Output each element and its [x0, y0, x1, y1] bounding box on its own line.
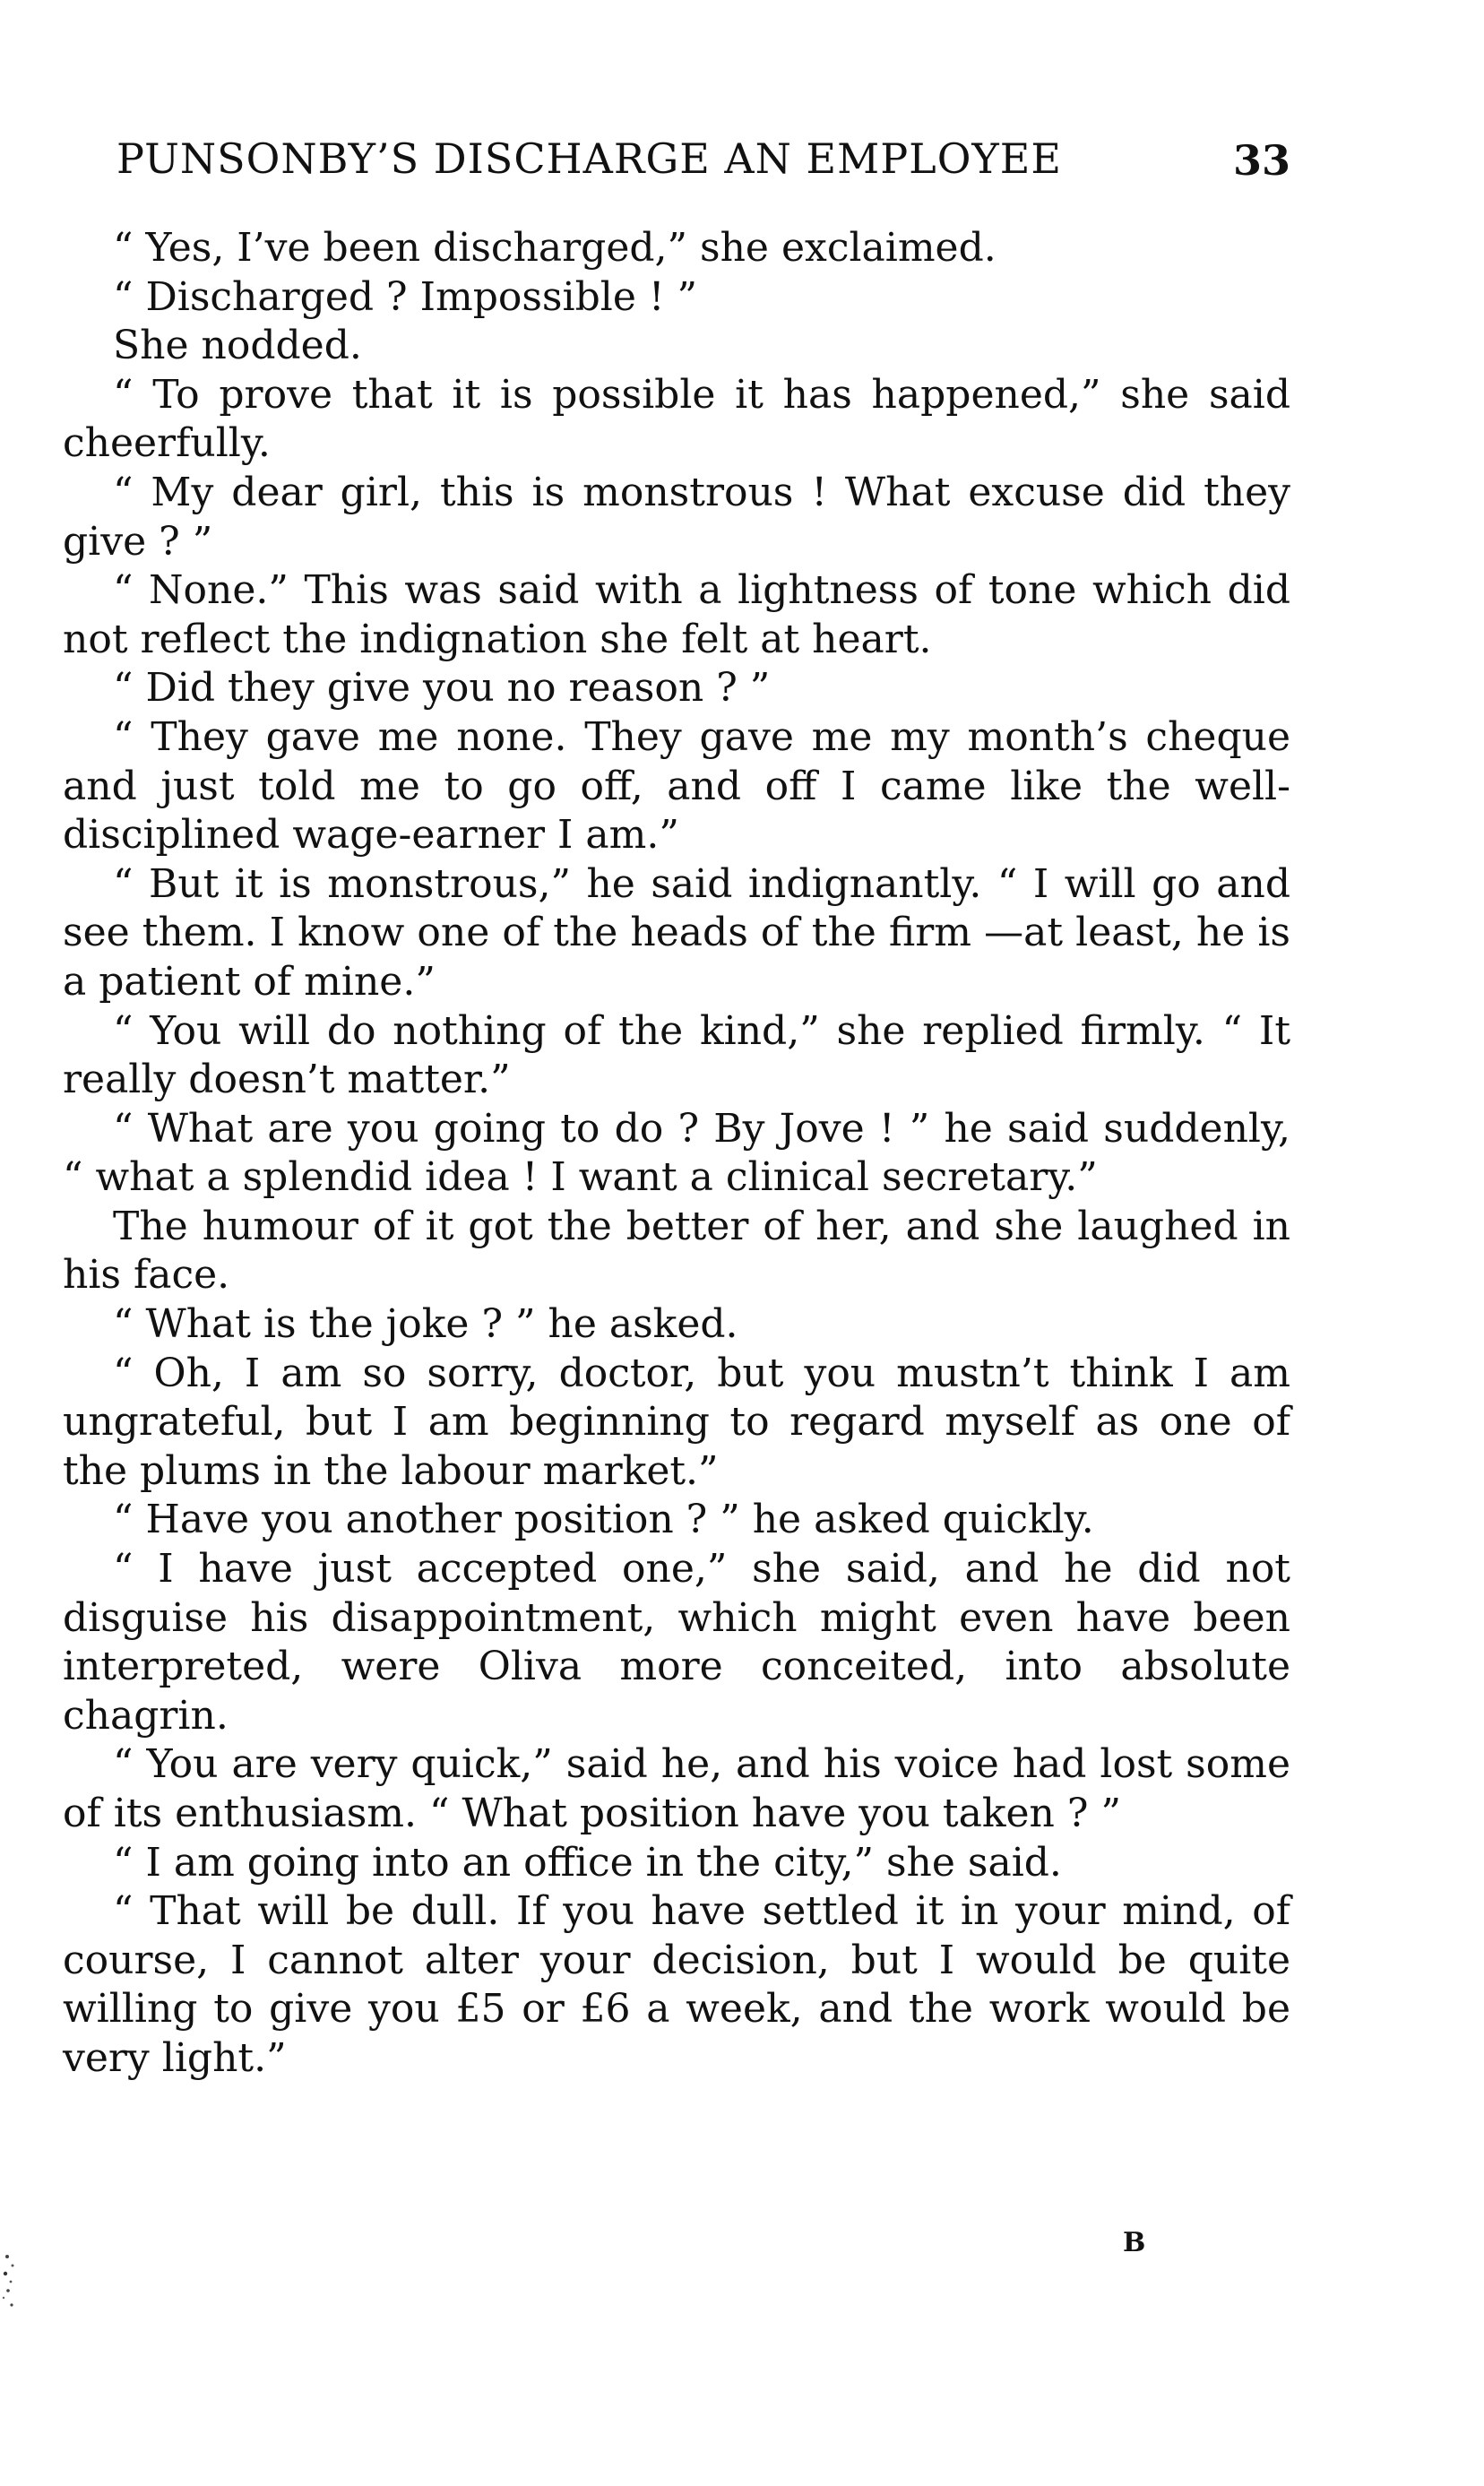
paragraph: “ You will do nothing of the kind,” she replied firmly. “ It really doesn’t matter.” — [63, 1007, 1290, 1103]
paragraph: “ To prove that it is possible it has happened,” she said cheerfully. — [63, 371, 1290, 467]
print-specks-decoration — [0, 2249, 36, 2339]
signature-mark: B — [1123, 2227, 1146, 2258]
paragraph: “ Have you another position ? ” he asked quickly. — [113, 1497, 1094, 1543]
paragraph: “ Yes, I’ve been discharged,” she exclaimed. — [113, 225, 997, 271]
paragraph: “ I am going into an office in the city,” she said. — [113, 1839, 1062, 1886]
running-title: PUNSONBY’S DISCHARGE AN EMPLOYEE — [116, 134, 1062, 183]
paragraph: “ Oh, I am so sorry, doctor, but you mustn’t think I am ungrateful, but I am beginning to regard myself as one of the plums in the labour market.” — [63, 1350, 1290, 1494]
paragraph: “ I have just accepted one,” she said, and he did not disguise his disappointment, which might even have been interpreted, were Oliva more conceited, into absolute chagrin. — [63, 1546, 1290, 1739]
paragraph: “ But it is monstrous,” he said indignantly. “ I will go and see them. I know one of the heads of the firm —at least, he is a patient of mine.” — [63, 860, 1290, 1005]
page-header — [116, 134, 1290, 197]
paragraph: She nodded. — [113, 323, 362, 369]
paragraph: “ Did they give you no reason ? ” — [113, 665, 771, 712]
paragraph: “ That will be dull. If you have settled it in your mind, of course, I cannot alter your decision, but I would be quite willing to give you £5 or £6 a week, and the work would be very light.” — [63, 1888, 1290, 2081]
paragraph: “ You are very quick,” said he, and his voice had lost some of its enthusiasm. “ What position have you taken ? ” — [63, 1741, 1290, 1836]
page-number: 33 — [1232, 136, 1290, 185]
body-text — [63, 224, 1290, 2084]
paragraph: “ My dear girl, this is monstrous ! What excuse did they give ? ” — [63, 469, 1290, 565]
paragraph: The humour of it got the better of her, and she laughed in his face. — [63, 1203, 1290, 1299]
paragraph: “ None.” This was said with a lightness of tone which did not reflect the indignation she felt at heart. — [63, 567, 1290, 662]
paragraph: “ Discharged ? Impossible ! ” — [113, 273, 698, 320]
paragraph: “ What are you going to do ? By Jove ! ” he said suddenly, “ what a splendid idea ! I want a clinical secretary.” — [63, 1105, 1290, 1201]
paragraph: “ They gave me none. They gave me my month’s cheque and just told me to go off, and off I came like the well-disciplined wage-earner I am.” — [63, 713, 1290, 859]
paragraph: “ What is the joke ? ” he asked. — [113, 1301, 738, 1348]
